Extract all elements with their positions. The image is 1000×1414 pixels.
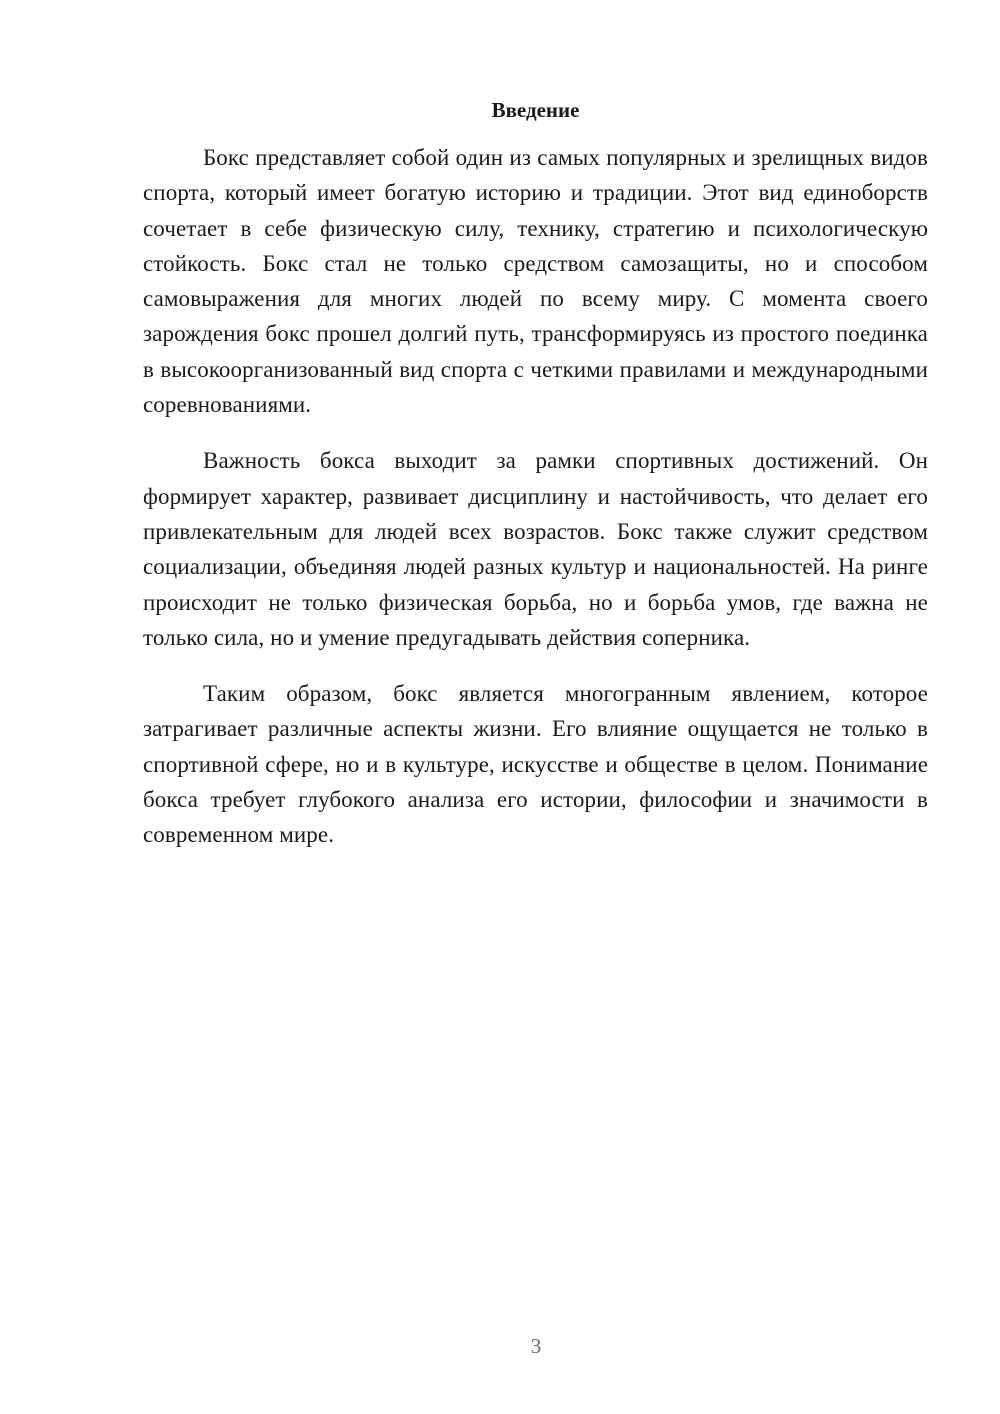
paragraph-3: Таким образом, бокс является многогранным явлением, которое затрагивает различные аспекты жизни. Его влияние ощущается не только в спортивной сфере, но и в культуре, искусстве и обществе в целом. Понимание бокса требует глубокого анализа его истории, философии и значимости в современном мире. bbox=[143, 681, 928, 848]
paragraph-2: Важность бокса выходит за рамки спортивных достижений. Он формирует характер, развивает дисциплину и настойчивость, что делает его привлекательным для людей всех возрастов. Бокс также служит средством социализации, объединяя людей разных культур и национальностей. На ринге происходит не только физическая борьба, но и борьба умов, где важна не только сила, но и умение предугадывать действия соперника. bbox=[143, 448, 928, 650]
section-title: Введение bbox=[491, 98, 580, 122]
document-page bbox=[143, 95, 928, 874]
paragraph-1: Бокс представляет собой один из самых популярных и зрелищных видов спорта, который имеет богатую историю и традиции. Этот вид единоборств сочетает в себе физическую силу, технику, стратегию и психологическую стойкость. Бокс стал не только средством самозащиты, но и способом самовыражения для многих людей по всему миру. С момента своего зарождения бокс прошел долгий путь, трансформируясь из простого поединка в высокоорганизованный вид спорта с четкими правилами и международными соревнованиями. bbox=[143, 145, 928, 418]
page-number: 3 bbox=[530, 1334, 542, 1358]
